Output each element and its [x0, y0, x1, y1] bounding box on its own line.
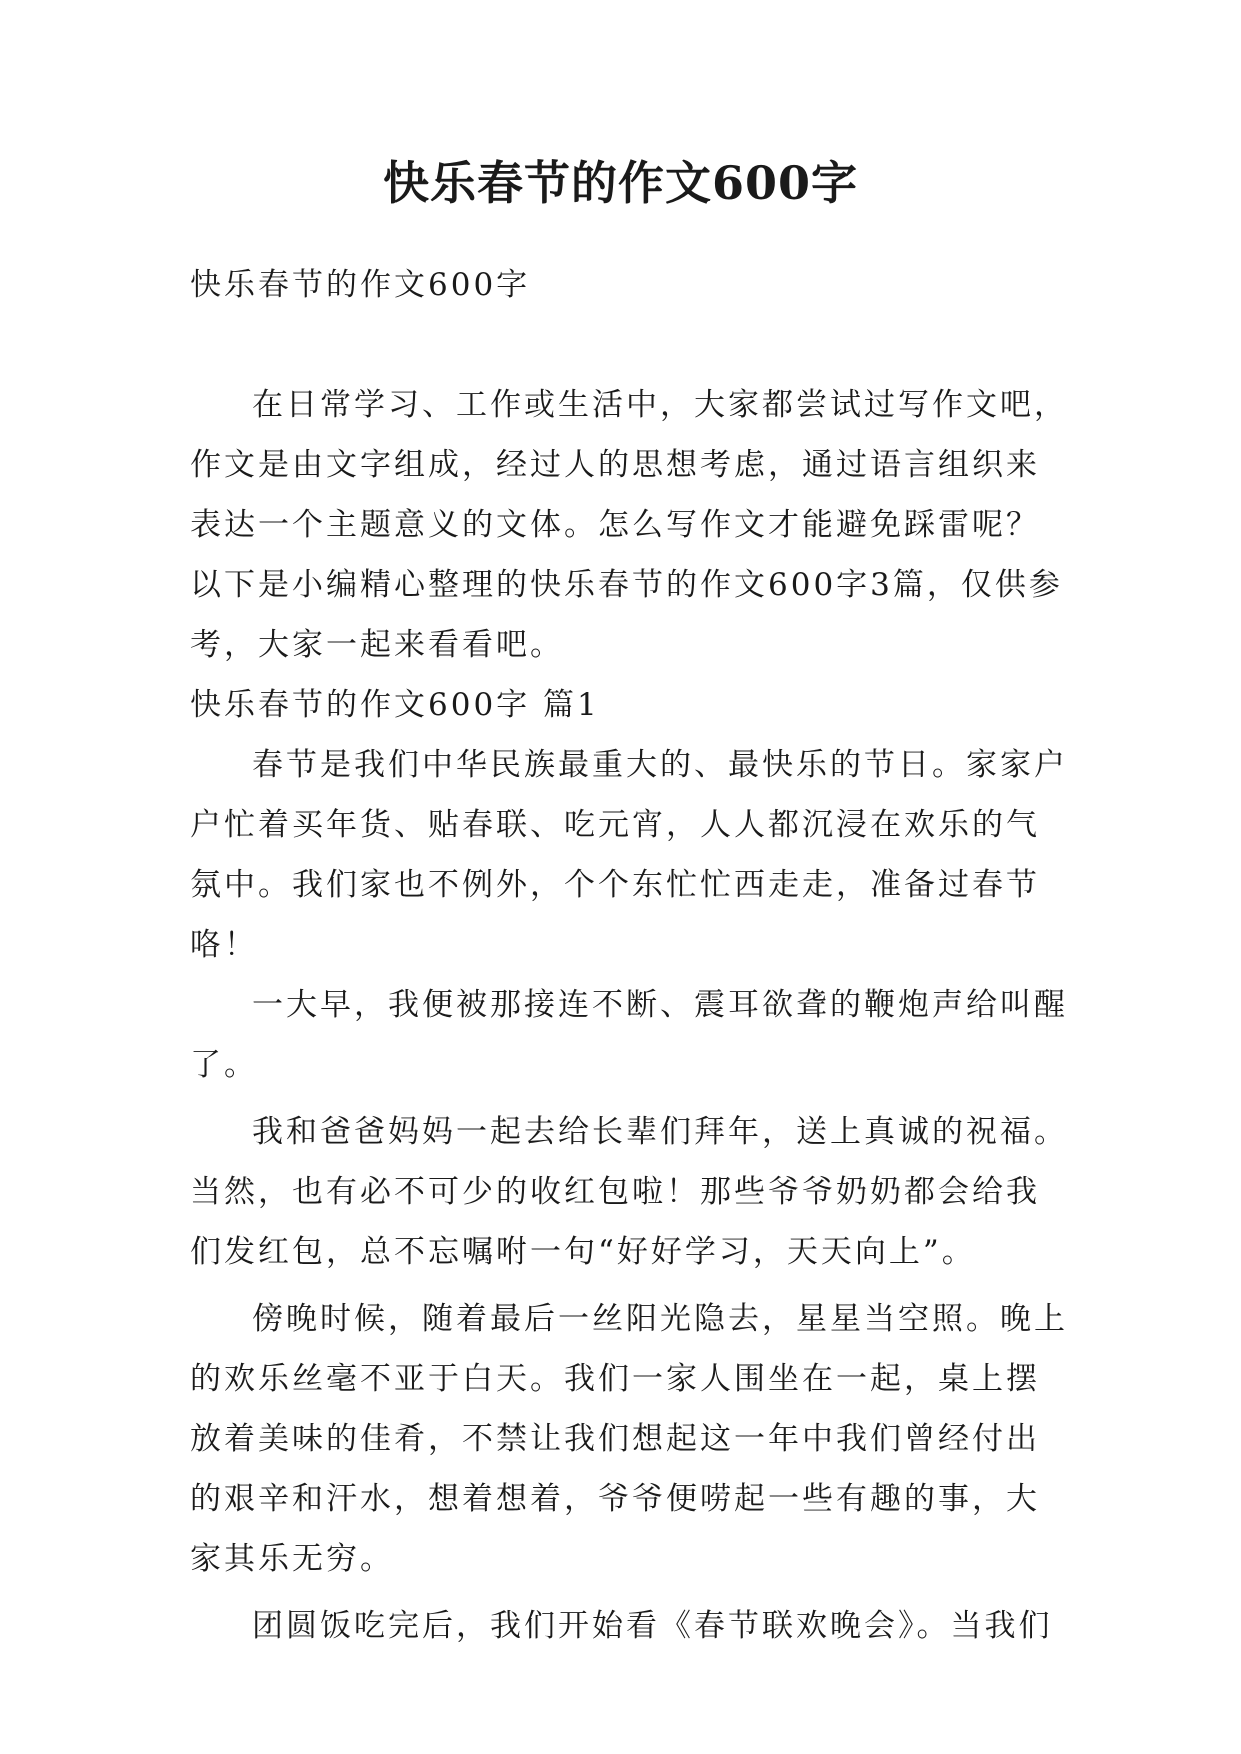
body-paragraph-4: 傍晚时候，随着最后一丝阳光隐去，星星当空照。晚上的欢乐丝毫不亚于白天。我们一家人围坐在一起，桌上摆放着美味的佳肴，不禁让我们想起这一年中我们曾经付出的艰辛和汗水，想着想着，爷爷便唠起一些有趣的事，大家其乐无穷。: [190, 1301, 1068, 1577]
body-paragraph-5: 团圆饭吃完后，我们开始看《春节联欢晚会》。当我们: [252, 1608, 1053, 1644]
body-paragraph-2: 一大早，我便被那接连不断、震耳欲聋的鞭炮声给叫醒了。: [190, 987, 1068, 1083]
section-heading: 快乐春节的作文600字 篇1: [190, 687, 600, 723]
document-subtitle: 快乐春节的作文600字: [190, 267, 531, 303]
body-paragraph-3: 我和爸爸妈妈一起去给长辈们拜年，送上真诚的祝福。当然，也有必不可少的收红包啦！那些爷爷奶奶都会给我们发红包，总不忘嘱咐一句“好好学习，天天向上”。: [190, 1114, 1068, 1270]
document-title: 快乐春节的作文600字: [382, 156, 859, 210]
document-body: [190, 255, 1070, 1656]
body-paragraph-1: 春节是我们中华民族最重大的、最快乐的节日。家家户户忙着买年货、贴春联、吃元宵，人人都沉浸在欢乐的气氛中。我们家也不例外，个个东忙忙西走走，准备过春节咯！: [190, 747, 1068, 963]
intro-paragraph: 在日常学习、工作或生活中，大家都尝试过写作文吧，作文是由文字组成，经过人的思想考虑，通过语言组织来表达一个主题意义的文体。怎么写作文才能避免踩雷呢？以下是小编精心整理的快乐春节的作文600字3篇，仅供参考，大家一起来看看吧。: [190, 387, 1068, 663]
